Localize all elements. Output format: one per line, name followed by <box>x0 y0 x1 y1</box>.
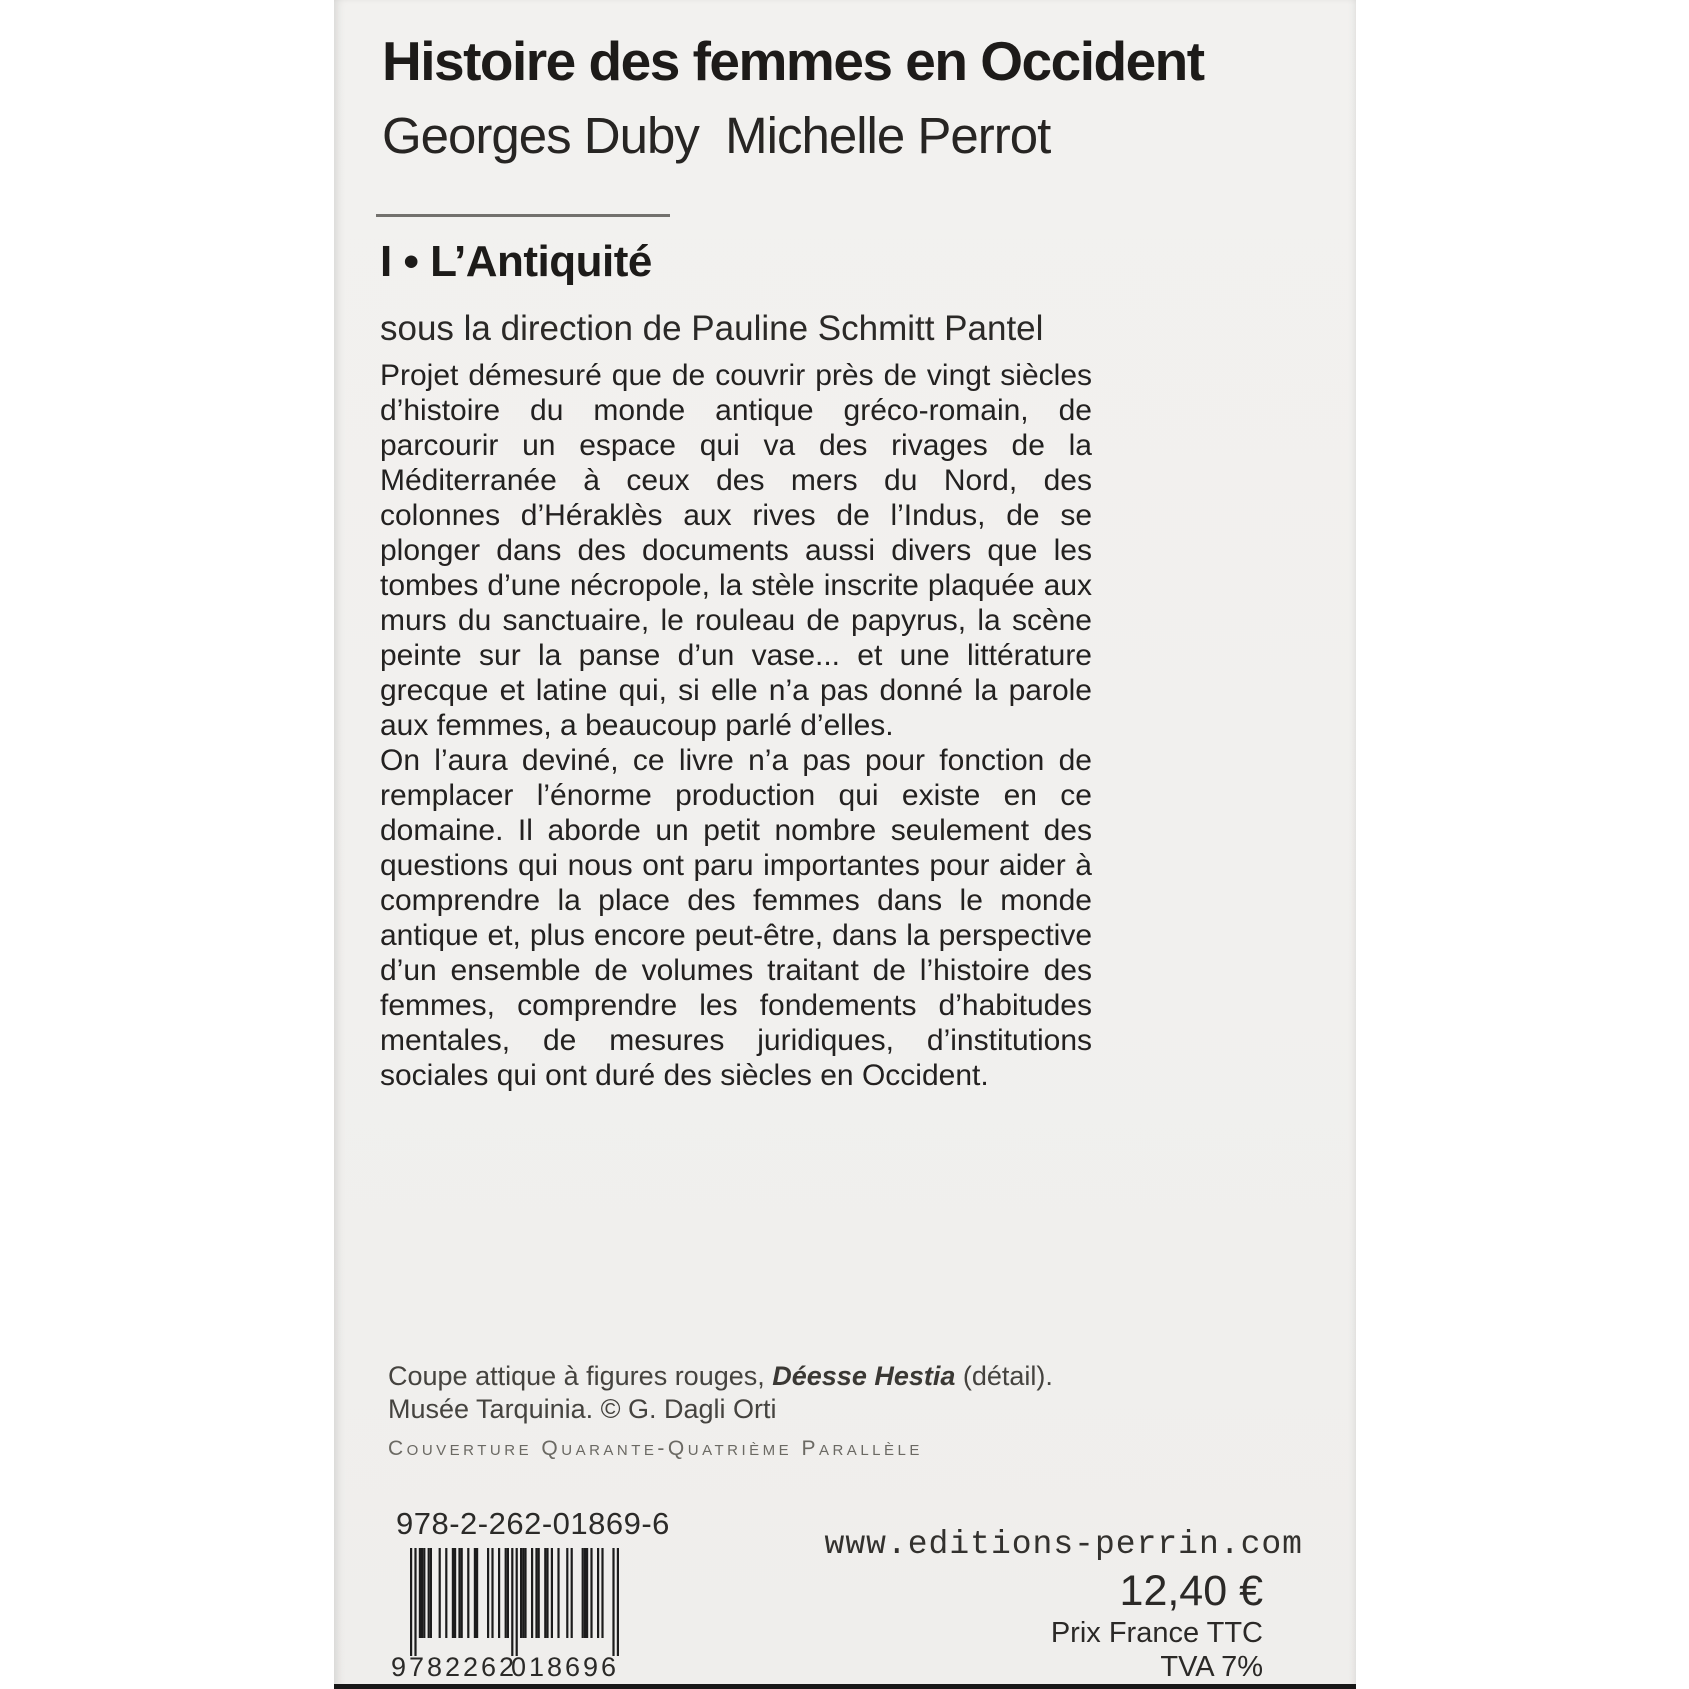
bottom-edge-shadow <box>334 1684 1356 1689</box>
publisher-website: www.editions-perrin.com <box>824 1526 1303 1563</box>
volume-title: I • L’Antiquité <box>380 237 652 286</box>
price-note-ttc: Prix France TTC <box>1050 1617 1263 1649</box>
ean13-barcode <box>390 1548 626 1682</box>
svg-text:018696: 018696 <box>510 1652 620 1682</box>
cover-design-credit: Couverture Quarante-Quatrième Parallèle <box>388 1437 923 1460</box>
synopsis-paragraph-1: Projet démesuré que de couvrir près de vingt siècles d’histoire du monde antique gréco-romain, de parcourir un espace qui va des rivages de la Méditerranée à ceux des mers du Nord, des colonnes d’Héraklès aux rives de l’Indus, de se plonger dans des documents aussi divers que les tombes d’une nécropole, la stèle inscrite plaquée aux murs du sanctuaire, le rouleau de papyrus, la scène peinte sur la panse d’un vase... et une littérature grecque et latine qui, si elle n’a pas donné la parole aux femmes, a beaucoup parlé d’elles. <box>380 359 1092 742</box>
artwork-credit-prefix: Coupe attique à figures rouges, <box>388 1361 773 1391</box>
book-back-cover <box>334 0 1356 1689</box>
museum-credit: Musée Tarquinia. © G. Dagli Orti <box>388 1394 777 1424</box>
artwork-credit <box>388 1360 1053 1393</box>
price: 12,40 € <box>1119 1567 1263 1615</box>
svg-text:9: 9 <box>390 1652 410 1682</box>
artwork-title: Déesse Hestia <box>772 1361 956 1391</box>
price-note-tva: TVA 7% <box>1160 1651 1263 1683</box>
book-authors: Georges Duby Michelle Perrot <box>382 107 1051 164</box>
svg-text:782262: 782262 <box>408 1652 518 1682</box>
book-title: Histoire des femmes en Occident <box>382 30 1204 92</box>
artwork-credit-suffix: (détail). <box>955 1361 1053 1391</box>
synopsis-paragraph-2: On l’aura deviné, ce livre n’a pas pour fonction de remplacer l’énorme production qui existe en ce domaine. Il aborde un petit nombre seulement des questions qui nous ont paru importantes pour aider à comprendre la place des femmes dans le monde antique et, plus encore peut-être, dans la perspective d’un ensemble de volumes traitant de l’histoire des femmes, comprendre les fondements d’habitudes mentales, de mesures juridiques, d’institutions sociales qui ont duré des siècles en Occident. <box>380 744 1092 1092</box>
edited-by-line: sous la direction de Pauline Schmitt Pantel <box>380 309 1044 348</box>
isbn-number: 978-2-262-01869-6 <box>396 1506 670 1541</box>
price-block <box>1051 1566 1263 1684</box>
divider-rule <box>376 214 670 217</box>
synopsis-block <box>380 358 1092 1093</box>
credits-block <box>388 1360 1053 1462</box>
